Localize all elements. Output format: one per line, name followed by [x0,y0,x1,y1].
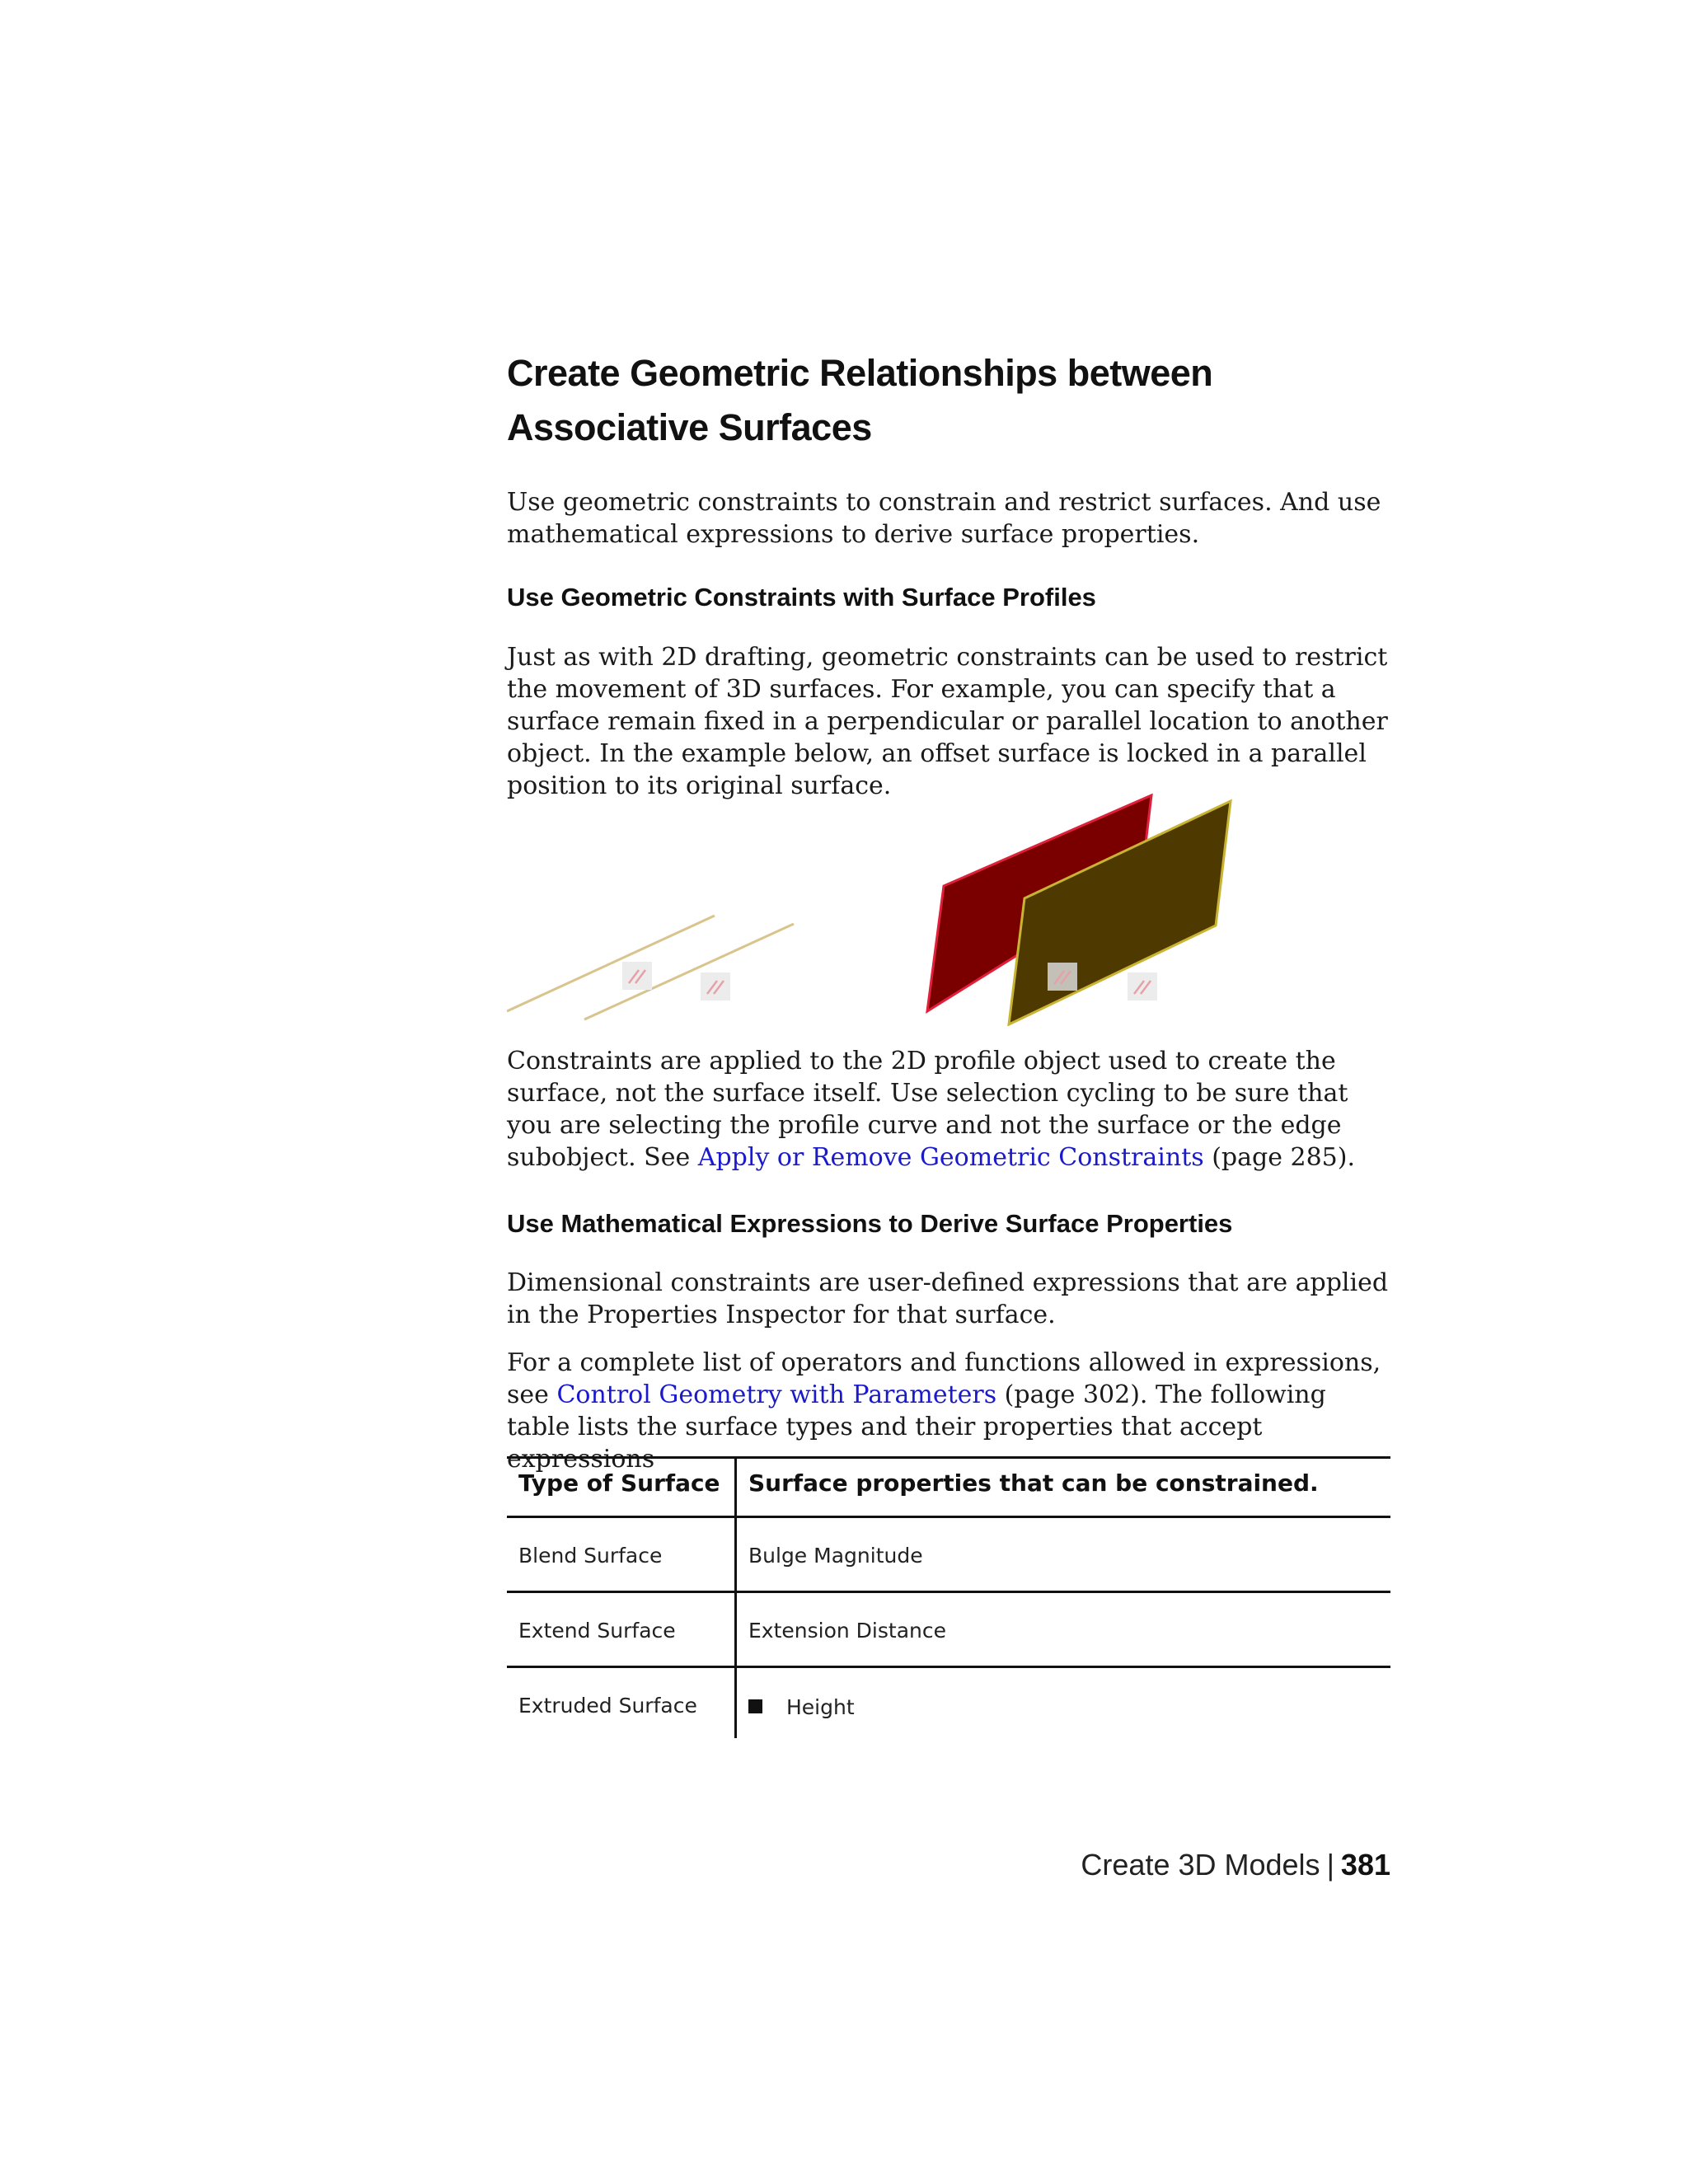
cell-surface-type [507,1593,737,1666]
constraints-applied-paragraph [507,1045,1390,1174]
control-geometry-link[interactable]: Control Geometry with Parameters [556,1380,997,1409]
dimensional-constraints-paragraph: Dimensional constraints are user-defined expressions that are applied in the Properties Inspector for that surface. [507,1268,1389,1329]
parallel-constraint-icon [701,972,730,1001]
page-footer [507,1846,1390,1884]
page-title: Create Geometric Relationships between Associative Surfaces [507,352,1213,448]
cell-height-item [748,1694,855,1721]
parallel-constraint-icon [1128,972,1157,1001]
table-header-row [507,1456,1390,1516]
parallel-constraint-icon [622,962,652,990]
geometric-constraints-paragraph: Just as with 2D drafting, geometric constraints can be used to restrict the movement of 3D surfaces. For example, you can specify that a surface remain fixed in a perpendicular or parallel location to another object. In the example below, an offset surface is locked in a parallel position to its original surface. [507,643,1388,800]
header-surface-properties: Surface properties that can be constrained. [748,1469,1319,1497]
parallel-surfaces-figure [507,787,1390,1026]
original-profile-line [507,916,715,1011]
mathematical-expressions-heading: Use Mathematical Expressions to Derive Surface Properties [507,1209,1233,1238]
operators-functions-text: For a complete list of operators and functions allowed in expressions, see [507,1348,1381,1409]
geometric-constraints-heading: Use Geometric Constraints with Surface Profiles [507,583,1096,612]
header-type-of-surface: Type of Surface [518,1469,720,1497]
intro-paragraph: Use geometric constraints to constrain and restrict surfaces. And use mathematical expressions to derive surface properties. [507,488,1381,549]
cell-extend-surface: Extend Surface [518,1619,676,1643]
footer-chapter-title: Create 3D Models [1081,1848,1320,1882]
cell-surface-property [737,1668,1390,1738]
parallel-surfaces-illustration [507,787,1390,1026]
cell-extruded-surface: Extruded Surface [518,1694,697,1718]
cell-extension-distance: Extension Distance [748,1619,946,1643]
bullet-icon [748,1699,762,1713]
header-cell-properties [737,1459,1390,1516]
constraints-applied-text: Constraints are applied to the 2D profile object used to create the surface, not the surface itself. Use selection cycling to be sure that you are selecting the profile curve and not the surface or the edge subobject. See [507,1047,1348,1172]
cell-surface-type [507,1518,737,1591]
apply-remove-constraints-link[interactable]: Apply or Remove Geometric Constraints [697,1143,1204,1172]
page-reference-285: (page 285). [1203,1143,1355,1172]
cell-surface-property [737,1593,1390,1666]
cell-blend-surface: Blend Surface [518,1544,663,1568]
parallel-constraint-icon [1048,963,1077,991]
footer-separator: | [1326,1848,1334,1882]
table-row [507,1591,1390,1666]
cell-height: Height [786,1695,855,1719]
table-row [507,1666,1390,1738]
table-row [507,1516,1390,1591]
cell-surface-type [507,1668,737,1738]
cell-bulge-magnitude: Bulge Magnitude [748,1544,923,1568]
cell-surface-property [737,1518,1390,1591]
offset-profile-line [584,924,794,1019]
header-cell-type [507,1459,737,1516]
table-intro-text: (page 302). The following table lists the surface types and their properties that accept expressions [507,1380,1326,1474]
page-number: 381 [1340,1848,1390,1882]
surface-properties-table [507,1456,1390,1738]
